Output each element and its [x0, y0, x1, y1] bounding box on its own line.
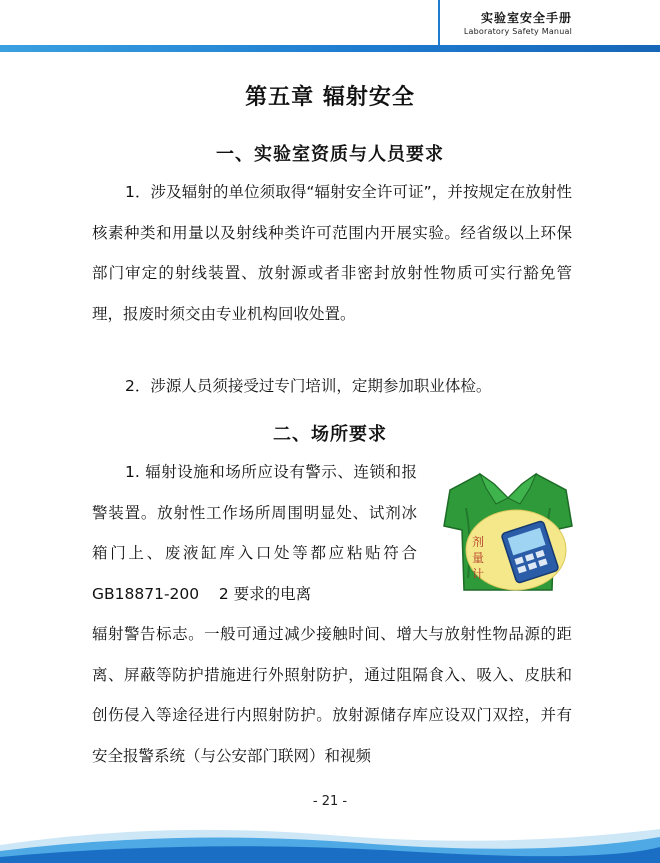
header-divider — [438, 0, 440, 45]
section1-paragraph-2: 2．涉源人员须接受过专门培训，定期参加职业体检。 — [125, 377, 492, 395]
section1-paragraph-1: 1．涉及辐射的单位须取得“辐射安全许可证”，并按规定在放射性核素种类和用量以及射线种类许可范围内开展实验。经省级以上环保部门审定的射线装置、放射源或者非密封放射性物质可实行豁免管理，报废时须交由专业机构回收处置。 — [92, 183, 572, 323]
figure-label-char-1: 剂 — [472, 535, 485, 549]
header-bar — [0, 45, 660, 52]
section2-paragraph-1-gap: 2 要求的电离 — [199, 584, 312, 603]
section-title-1: 一、实验室资质与人员要求 — [216, 144, 444, 165]
dosimeter-icon — [442, 468, 574, 592]
section-title-2: 二、场所要求 — [273, 424, 387, 445]
page-number: - 21 - — [312, 794, 348, 809]
figure-label-char-2: 量 — [472, 551, 485, 565]
section2-paragraph-1-text: 1. 辐射设施和场所应设有警示、连锁和报警装置。放射性工作场所周围明显处、试剂冰箱门上、废液缸库入口处等都应粘贴符合 GB18871-200 — [92, 463, 417, 603]
dosimeter-illustration — [442, 468, 574, 592]
header-subtitle: Laboratory Safety Manual — [463, 27, 572, 36]
figure-label-char-3: 计 — [472, 567, 485, 581]
header-title: 实验室安全手册 — [480, 11, 572, 25]
section2-paragraph-1-continued: 辐射警告标志。一般可通过减少接触时间、增大与放射性物品源的距离、屏蔽等防护措施进行外照射防护，通过阻隔食入、吸入、皮肤和创伤侵入等途径进行内照射防护。放射源储存库应设双门双控，并有安全报警系统（与公安部门联网）和视频 — [92, 625, 572, 765]
section2-paragraph-1-wrapped — [92, 452, 417, 614]
footer-wave-decoration — [0, 815, 660, 863]
chapter-title: 第五章 辐射安全 — [245, 85, 415, 110]
